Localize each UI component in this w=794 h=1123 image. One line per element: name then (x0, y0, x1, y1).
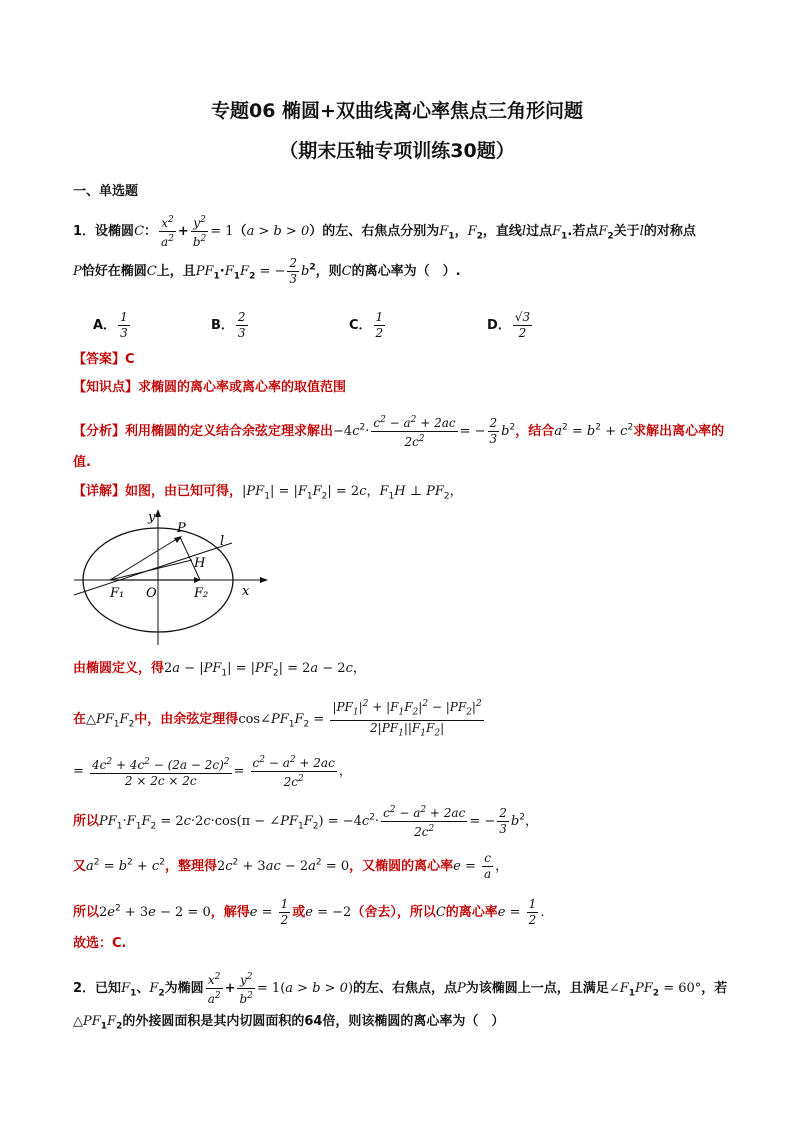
section-heading: 一、单选题 (73, 184, 139, 199)
segment-pf1 (110, 537, 180, 580)
y-axis-arrow (155, 509, 161, 517)
q1-stem-line2: P恰好在椭圆C上，且$PF_1\cdot F_1F_2$ = − $\frac{2}{3}$ $b^2$，则C的离心率为（ ）. (73, 256, 461, 286)
q2-stem-line2: $\triangle PF_1F_2$的外接圆面积是其内切圆面积的64倍，则该椭圆的离心率为（ ） (73, 1014, 505, 1032)
q1-stem-line1: 1．设椭圆C： $\frac{x^2}{a^2}$ + $\frac{y^2}{b^2}$ = 1（a > b > 0）的左、右焦点分别为$F_1$，$F_2$，直线l过点$F_1$.若点$F_2$关于l的对称点 (73, 215, 696, 249)
label-y: y (148, 510, 156, 525)
x-axis-arrow (260, 577, 268, 583)
step-simplify: = $\frac{4c^2 + 4c^2 - (2a - 2c)^2}{2 \times 2c \times 2c}$ = $\frac{c^2 - a^2 + 2ac}{2c^2}$ ， (73, 755, 352, 789)
option-d[interactable]: D． $\frac{√3}{2}$ (487, 310, 531, 340)
conclusion-line: 故选：C. (73, 936, 127, 951)
step-solve: 所以$2e^2 + 3e - 2 = 0$，解得e = $\frac{1}{2}$ 或e = −2（舍去），所以C的离心率e = $\frac{1}{2}$ . (73, 897, 545, 927)
page-subtitle: （期末压轴专项训练30题） (279, 140, 515, 162)
label-f2: F₂ (194, 586, 209, 601)
step-dot-product: 所以$PF_1\cdot F_1F_2 = 2c\cdot 2c\cdot\cos(\pi$ − $\angle PF_1F_2) = -4c^2\cdot$ $\frac{c^2 - a^2 + 2ac}{2c^2}$ = − $\frac{2}{3}$ $b^2$， (73, 805, 538, 839)
knowledge-line: 【知识点】求椭圆的离心率或离心率的取值范围 (73, 380, 347, 395)
page-title: 专题06 椭圆+双曲线离心率焦点三角形问题 (211, 100, 583, 122)
segment-f1h (110, 560, 192, 580)
option-a[interactable]: A． $\frac{1}{3}$ (93, 310, 128, 340)
label-p: P (177, 521, 186, 536)
step-ellipse-def: 由椭圆定义，得$2a - |PF_1| = |PF_2| = 2a - 2c$， (73, 661, 366, 679)
analysis-line1: 【分析】利用椭圆的定义结合余弦定理求解出$-4c^2\cdot$ $\frac{c^2 - a^2 + 2ac}{2c^2}$ = − $\frac{2}{3}$ $b^2$，结合$a^2 = b^2 + c^2$求解出离心率的 (73, 415, 725, 449)
option-c[interactable]: C． $\frac{1}{2}$ (349, 310, 384, 340)
ellipse-figure (70, 505, 270, 650)
option-b[interactable]: B． $\frac{2}{3}$ (211, 310, 246, 340)
q2-stem-line1: 2．已知$F_1$、$F_2$为椭圆 $\frac{x^2}{a^2}$ + $\frac{y^2}{b^2}$ = 1(a > b > 0)的左、右焦点，点P为该椭圆上一点，且满足$\angle F_1PF_2 = 60^\circ$，若 (73, 972, 728, 1006)
arrow-f2 (194, 577, 201, 583)
label-x: x (242, 584, 250, 599)
analysis-line2: 值. (73, 455, 91, 470)
label-h: H (194, 556, 206, 571)
detail-line: 【详解】如图，由已知可得，$|PF_1| = |F_1F_2| = 2c$，$F_1H$ ⊥ $PF_2$， (73, 484, 463, 502)
label-o: O (146, 586, 157, 601)
step-eccentricity: 又$a^2 = b^2 + c^2$，整理得$2c^2 + 3ac - 2a^2 = 0$，又椭圆的离心率e = $\frac{c}{a}$ ， (73, 851, 509, 881)
answer-line: 【答案】C (73, 352, 135, 367)
label-f1: F₁ (110, 586, 125, 601)
label-l: l (220, 534, 225, 549)
step-cosine-law: 在$\triangle PF_1F_2$中，由余弦定理得$\cos\angle PF_1F_2$ = $\frac{|PF_1|^2 + |F_1F_2|^2 - |PF_2|^2}{2|PF_1||F_1F_2|}$ (73, 699, 482, 739)
